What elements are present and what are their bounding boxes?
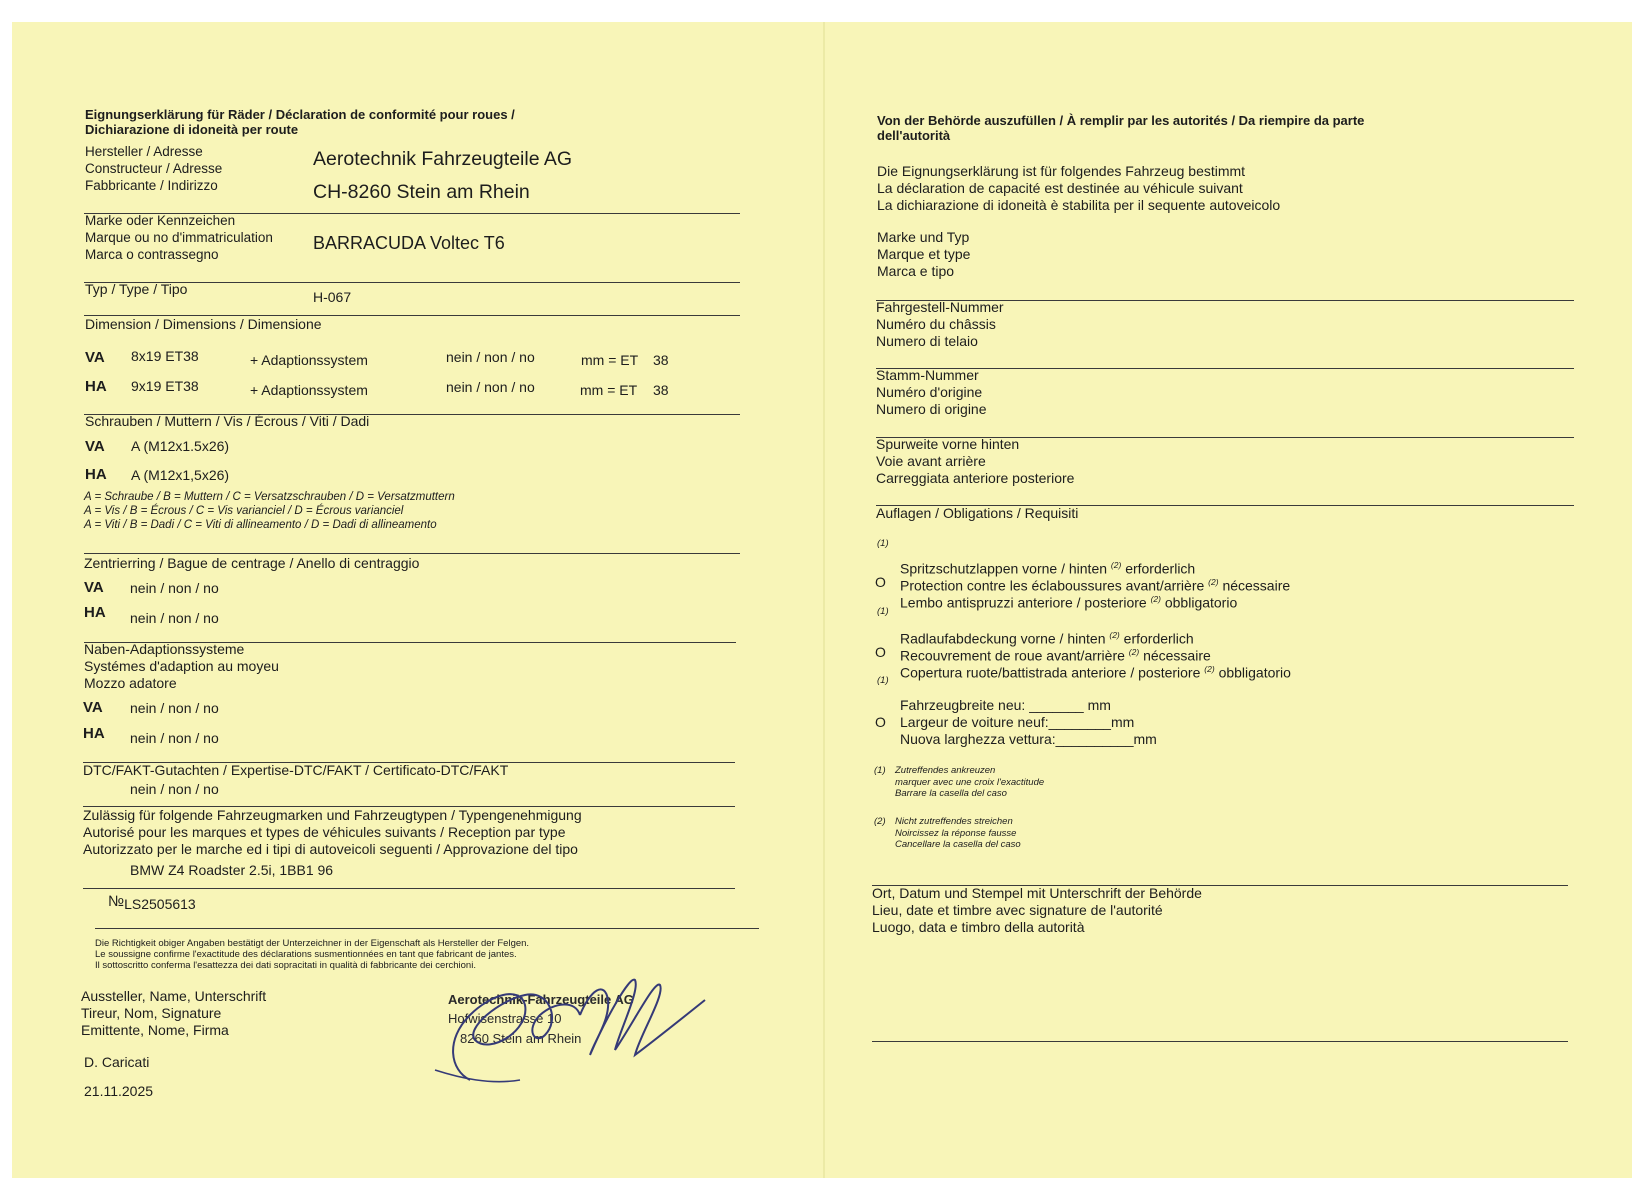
- wheel-de: Radlaufabdeckung vorne / hinten $^{(2)}$ erforderlich: [900, 630, 1194, 647]
- wheel-size: 9x19 ET38: [131, 378, 199, 394]
- screw-legend-fr: A = Vis / B = Écrous / C = Vis varianciel / D = Écrous varianciel: [84, 505, 404, 517]
- right-title: Von der Behörde auszufüllen / À remplir par les autorités / Da riempire da parte dell'autorità: [877, 113, 1365, 143]
- brand-value: BARRACUDA Voltec T6: [313, 233, 505, 253]
- wheel-checkbox[interactable]: O: [875, 644, 886, 660]
- width-it: Nuova larghezza vettura:__________mm: [900, 731, 1157, 747]
- divider: [83, 888, 735, 889]
- manufacturer-name: Aerotechnik Fahrzeugteile AG: [313, 148, 573, 170]
- screw-legend-de: A = Schraube / B = Muttern / C = Versatzschrauben / D = Versatzmuttern: [84, 491, 455, 503]
- type-label: Typ / Type / Tipo: [85, 281, 188, 297]
- issuer-label: Aussteller, Name, Unterschrift Tireur, Nom, Signature Emittente, Nome, Firma: [81, 988, 267, 1038]
- signature-image: [430, 960, 710, 1090]
- axle-label: HA: [85, 466, 107, 483]
- width-de: Fahrzeugbreite neu: _______ mm: [900, 697, 1111, 713]
- field-brand-type: Marke und Typ Marque et type Marca e tipo: [877, 229, 971, 279]
- certificate-number: [108, 893, 196, 911]
- dtc-value: nein / non / no: [130, 781, 219, 797]
- mud-de: Spritzschutzlappen vorne / hinten $^{(2)}$ erforderlich: [900, 560, 1196, 577]
- marker-1: (1): [877, 675, 889, 686]
- axle-label: VA: [83, 699, 103, 716]
- manufacturer-address: CH-8260 Stein am Rhein: [313, 181, 530, 203]
- screws-label: Schrauben / Muttern / Vis / Écrous / Viti / Dadi: [85, 413, 370, 429]
- note-text: Nicht zutreffendes streichen Noircissez la réponse fausse Cancellare la casella del caso: [895, 816, 1021, 850]
- wheel-size: 8x19 ET38: [131, 348, 199, 364]
- stamp-city: 8260 Stein am Rhein: [460, 1031, 582, 1046]
- field-chassis-number: Fahrgestell-Nummer Numéro du châssis Numero di telaio: [876, 299, 1004, 349]
- centering-value: nein / non / no: [130, 580, 219, 596]
- adaption-answer: nein / non / no: [446, 349, 535, 365]
- allowed-vehicles-label: Zulässig für folgende Fahrzeugmarken und Fahrzeugtypen / Typengenehmigung Autorisé pour les marques et types de véhicules suivants / Reception par type Autorizzato per le marche ed i tipi di autoveicoli seguenti / Approvazione del tipo: [83, 807, 582, 857]
- mm-et-label: mm = ET: [581, 352, 639, 368]
- wheel-it: Copertura ruote/battistrada anteriore / posteriore $^{(2)}$ obbligatorio: [900, 664, 1291, 681]
- adaption-system: + Adaptionssystem: [250, 352, 368, 368]
- width-checkbox[interactable]: O: [875, 714, 886, 730]
- field-track-width: Spurweite vorne hinten Voie avant arrière Carreggiata anteriore posteriore: [876, 436, 1075, 486]
- authority-intro: Die Eignungserklärung ist für folgendes Fahrzeug bestimmt La déclaration de capacité est destinée au véhicule suivant La dichiarazione di idoneità è stabilita per il sequente autoveicolo: [877, 163, 1281, 213]
- wheel-fr: Recouvrement de roue avant/arrière $^{(2)}$ nécessaire: [900, 647, 1211, 664]
- axle-label: HA: [84, 604, 106, 621]
- issuer-name: D. Caricati: [84, 1054, 150, 1070]
- note-marker: (2): [874, 816, 886, 827]
- type-value: H-067: [313, 289, 352, 305]
- width-fr: Largeur de voiture neuf:________mm: [900, 714, 1135, 730]
- left-title: Eignungserklärung für Räder / Déclaration de conformité pour roues / Dichiarazione di idoneità per route: [85, 107, 515, 137]
- brand-label: Marke oder Kennzeichen Marque ou no d'immatriculation Marca o contrassegno: [85, 213, 273, 262]
- et-value: 38: [653, 382, 669, 398]
- field-origin-number: Stamm-Nummer Numéro d'origine Numero di origine: [876, 367, 987, 417]
- divider: [95, 928, 759, 929]
- marker-1: (1): [877, 606, 889, 617]
- marker-1: (1): [877, 538, 889, 549]
- mm-et-label: mm = ET: [580, 382, 638, 398]
- manufacturer-label: Hersteller / Adresse Constructeur / Adresse Fabbricante / Indirizzo: [85, 144, 223, 193]
- dtc-label: DTC/FAKT-Gutachten / Expertise-DTC/FAKT / Certificato-DTC/FAKT: [83, 762, 509, 778]
- dimension-label: Dimension / Dimensions / Dimensione: [85, 316, 322, 332]
- centering-label: Zentrierring / Bague de centrage / Anello di centraggio: [84, 555, 420, 571]
- number-prefix: №: [108, 893, 125, 910]
- axle-label: VA: [84, 579, 104, 596]
- divider: [84, 553, 740, 554]
- mud-it: Lembo antispruzzi anteriore / posteriore $^{(2)}$ obbligatorio: [900, 594, 1238, 611]
- et-value: 38: [653, 352, 669, 368]
- stamp-street: Hofwisenstrasse 10: [448, 1011, 562, 1026]
- screw-value: A (M12x1.5x26): [131, 438, 230, 454]
- adaption-system: + Adaptionssystem: [250, 382, 368, 398]
- hub-label: Naben-Adaptionssysteme Systémes d'adaption au moyeu Mozzo adatore: [84, 641, 279, 691]
- axle-label: VA: [85, 438, 105, 455]
- hub-value: nein / non / no: [130, 700, 219, 716]
- adaption-answer: nein / non / no: [446, 379, 535, 395]
- authority-signature-label: Ort, Datum und Stempel mit Unterschrift der Behörde Lieu, date et timbre avec signature de l'autorité Luogo, data e timbro della autorità: [872, 885, 1202, 935]
- issue-date: 21.11.2025: [84, 1083, 154, 1099]
- centering-value: nein / non / no: [130, 610, 219, 626]
- obligations-label: Auflagen / Obligations / Requisiti: [876, 505, 1079, 521]
- screw-legend-it: A = Viti / B = Dadi / C = Viti di allineamento / D = Dadi di allineamento: [84, 519, 437, 531]
- allowed-vehicle-value: BMW Z4 Roadster 2.5i, 1BB1 96: [130, 862, 334, 878]
- note-text: Zutreffendes ankreuzen marquer avec une croix l'exactitude Barrare la casella del caso: [895, 765, 1045, 799]
- axle-label: VA: [85, 349, 105, 366]
- number-value: LS2505613: [124, 896, 196, 912]
- hub-value: nein / non / no: [130, 730, 219, 746]
- note-marker: (1): [874, 765, 886, 776]
- stamp-company: Aerotechnik-Fahrzeugteile AG: [448, 992, 634, 1007]
- axle-label: HA: [83, 725, 105, 742]
- manufacturer-confirmation: Die Richtigkeit obiger Angaben bestätigt der Unterzeichner in der Eigenschaft als Hersteller der Felgen. Le soussigne confirme l'exactitude des déclarations susmentionnées en tant que fabricant de jantes. Il sottoscritto conferma l'esattezza dei dati sopracitati in qualità di fabbricante dei cerchioni.: [95, 938, 530, 971]
- screw-value: A (M12x1,5x26): [131, 467, 230, 483]
- axle-label: HA: [85, 378, 107, 395]
- mud-checkbox[interactable]: O: [875, 574, 886, 590]
- mud-fr: Protection contre les éclaboussures avant/arrière $^{(2)}$ nécessaire: [900, 577, 1291, 594]
- authority-signature-line: [872, 1041, 1568, 1042]
- page-fold: [823, 22, 825, 1178]
